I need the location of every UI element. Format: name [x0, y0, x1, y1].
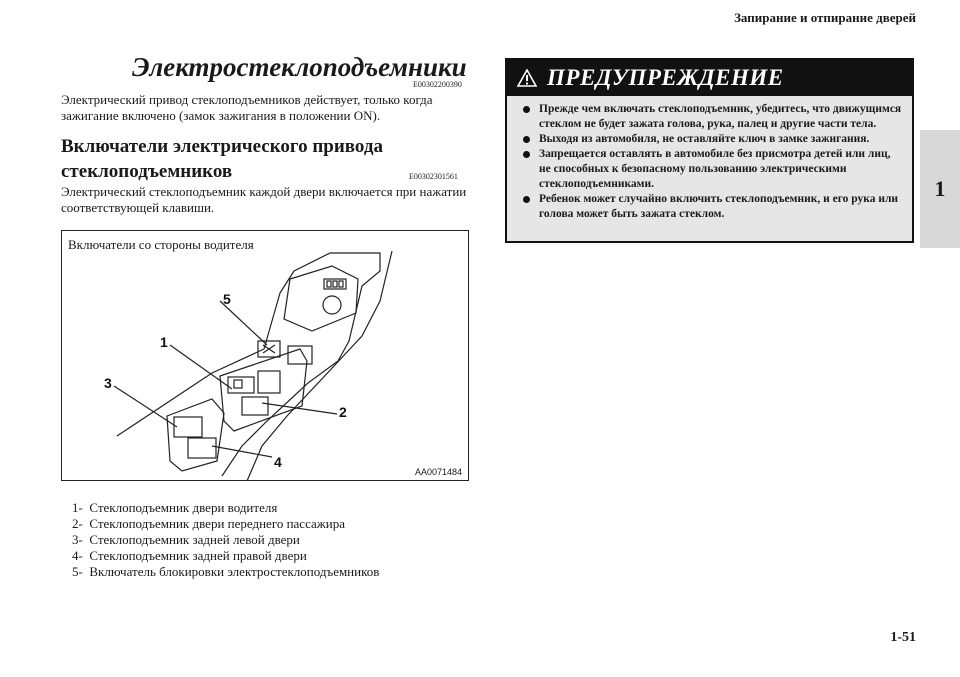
warning-item: Прежде чем включать стеклоподъемник, убедитесь, что движущимся стеклом не будет зажата голова, рука, палец и другие части тела. — [523, 102, 902, 132]
figure-caption: Включатели со стороны водителя — [68, 237, 254, 252]
door-switch-illustration — [62, 231, 469, 481]
figure-legend — [72, 500, 379, 580]
warning-header — [507, 60, 912, 96]
leader-3 — [114, 386, 177, 427]
callout-3: 3 — [104, 375, 112, 391]
page-number: 1-51 — [890, 630, 916, 645]
callout-1: 1 — [160, 334, 168, 350]
leader-4 — [212, 446, 272, 457]
legend-item: 2- Стеклоподъемник двери переднего пассажира — [72, 516, 345, 531]
section-code: E00302200390 — [413, 80, 462, 89]
callout-2: 2 — [339, 404, 347, 420]
callout-5: 5 — [223, 291, 231, 307]
rear-right-window-switch — [188, 438, 216, 458]
mirror-control-housing — [284, 266, 358, 331]
warning-item: Ребенок может случайно включить стеклоподъемник, и его рука или голова может быть зажата стеклом. — [523, 192, 902, 222]
chapter-tab: 1 — [920, 130, 960, 248]
subsection-code: E00302301561 — [409, 172, 458, 181]
leader-1 — [170, 345, 232, 389]
warning-list — [507, 96, 912, 222]
warning-item: Запрещается оставлять в автомобиле без присмотра детей или лиц, не способных к безопасному пользованию электрическими стеклоподъемниками. — [523, 147, 902, 192]
mirror-knob-icon — [323, 296, 341, 314]
legend-item: 1- Стеклоподъемник двери водителя — [72, 500, 278, 515]
subsection-title: Включатели электрического привода стеклоподъемников — [61, 136, 383, 182]
running-header: Запирание и отпирание дверей — [734, 10, 916, 25]
switch-figure — [61, 230, 469, 481]
section-intro: Электрический привод стеклоподъемников действует, только когда зажигание включено (замок зажигания в положении ON). — [61, 92, 433, 123]
warning-item: Выходя из автомобиля, не оставляйте ключ в замке зажигания. — [523, 132, 902, 147]
warning-box — [505, 58, 914, 243]
legend-item: 3- Стеклоподъемник задней левой двери — [72, 532, 300, 547]
leader-5 — [220, 301, 267, 345]
legend-item: 5- Включатель блокировки электростеклоподъемников — [72, 564, 380, 579]
subsection-text: Электрический стеклоподъемник каждой двери включается при нажатии соответствующей клавиши. — [61, 184, 467, 215]
front-passenger-window-switch — [242, 397, 268, 415]
legend-item: 4- Стеклоподъемник задней правой двери — [72, 548, 307, 563]
rear-left-window-switch — [174, 417, 202, 437]
figure-image-code: AA0071484 — [414, 467, 462, 477]
driver-window-switch — [228, 377, 254, 393]
leader-2 — [262, 403, 337, 414]
warning-title: ПРЕДУПРЕЖДЕНИЕ — [547, 65, 784, 90]
warning-triangle-icon — [517, 69, 537, 87]
callout-4: 4 — [274, 454, 282, 470]
section-title: Электростеклоподъемники — [132, 52, 467, 82]
